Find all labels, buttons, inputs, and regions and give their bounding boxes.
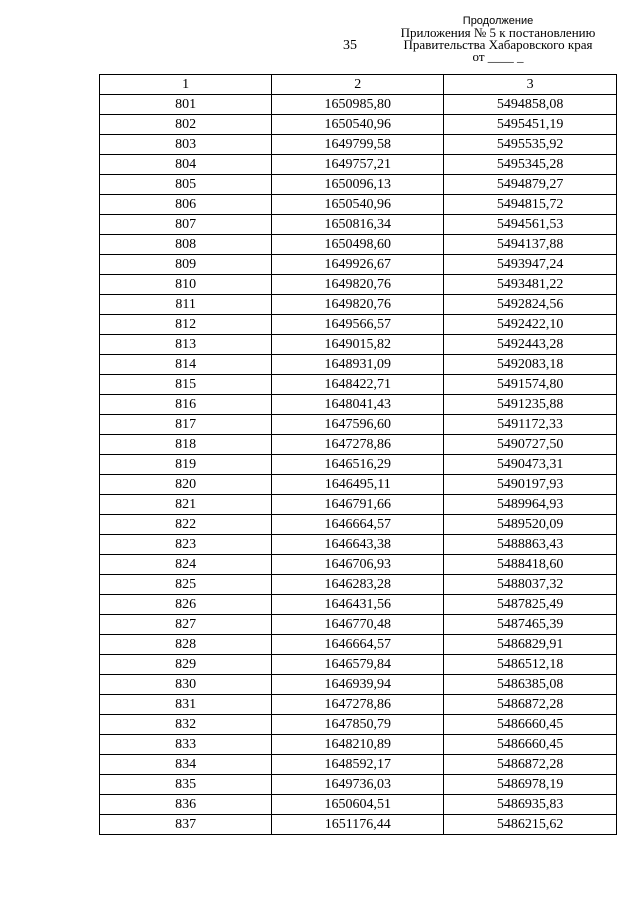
point-number-cell: 801 [100,95,272,115]
table-row [100,775,617,795]
table-row [100,355,617,375]
x-coordinate-cell: 1646495,11 [272,475,444,495]
point-number-cell: 819 [100,455,272,475]
point-number-cell: 813 [100,335,272,355]
x-coordinate-cell: 1646283,28 [272,575,444,595]
y-coordinate-cell: 5494858,08 [444,95,617,115]
column-header: 2 [272,75,444,95]
table-row [100,395,617,415]
table-row [100,615,617,635]
table-row [100,435,617,455]
y-coordinate-cell: 5487465,39 [444,615,617,635]
x-coordinate-cell: 1649820,76 [272,295,444,315]
point-number-cell: 828 [100,635,272,655]
y-coordinate-cell: 5491235,88 [444,395,617,415]
y-coordinate-cell: 5493481,22 [444,275,617,295]
point-number-cell: 810 [100,275,272,295]
table-row [100,135,617,155]
point-number-cell: 823 [100,535,272,555]
y-coordinate-cell: 5486660,45 [444,735,617,755]
x-coordinate-cell: 1646516,29 [272,455,444,475]
x-coordinate-cell: 1646791,66 [272,495,444,515]
point-number-cell: 832 [100,715,272,735]
y-coordinate-cell: 5495535,92 [444,135,617,155]
table-row [100,475,617,495]
table-row [100,755,617,775]
y-coordinate-cell: 5486935,83 [444,795,617,815]
point-number-cell: 836 [100,795,272,815]
x-coordinate-cell: 1648592,17 [272,755,444,775]
document-header [383,15,613,63]
table-header-row [100,75,617,95]
x-coordinate-cell: 1650540,96 [272,195,444,215]
y-coordinate-cell: 5486978,19 [444,775,617,795]
x-coordinate-cell: 1647596,60 [272,415,444,435]
y-coordinate-cell: 5495451,19 [444,115,617,135]
point-number-cell: 805 [100,175,272,195]
x-coordinate-cell: 1649736,03 [272,775,444,795]
point-number-cell: 808 [100,235,272,255]
y-coordinate-cell: 5486215,62 [444,815,617,835]
table-row [100,195,617,215]
x-coordinate-cell: 1648931,09 [272,355,444,375]
coordinates-table [99,74,617,835]
y-coordinate-cell: 5492422,10 [444,315,617,335]
table-row [100,815,617,835]
table-row [100,575,617,595]
column-header: 3 [444,75,617,95]
table-row [100,375,617,395]
x-coordinate-cell: 1650096,13 [272,175,444,195]
point-number-cell: 811 [100,295,272,315]
table-row [100,735,617,755]
x-coordinate-cell: 1646770,48 [272,615,444,635]
x-coordinate-cell: 1649015,82 [272,335,444,355]
y-coordinate-cell: 5489964,93 [444,495,617,515]
y-coordinate-cell: 5486872,28 [444,755,617,775]
y-coordinate-cell: 5494879,27 [444,175,617,195]
point-number-cell: 802 [100,115,272,135]
x-coordinate-cell: 1650604,51 [272,795,444,815]
y-coordinate-cell: 5491172,33 [444,415,617,435]
x-coordinate-cell: 1649566,57 [272,315,444,335]
table-row [100,515,617,535]
point-number-cell: 834 [100,755,272,775]
column-header: 1 [100,75,272,95]
x-coordinate-cell: 1650985,80 [272,95,444,115]
y-coordinate-cell: 5492083,18 [444,355,617,375]
x-coordinate-cell: 1646664,57 [272,515,444,535]
x-coordinate-cell: 1646431,56 [272,595,444,615]
y-coordinate-cell: 5494561,53 [444,215,617,235]
table-row [100,275,617,295]
x-coordinate-cell: 1646664,57 [272,635,444,655]
y-coordinate-cell: 5486660,45 [444,715,617,735]
table-row [100,635,617,655]
table-row [100,255,617,275]
y-coordinate-cell: 5490473,31 [444,455,617,475]
y-coordinate-cell: 5486512,18 [444,655,617,675]
header-date-ref: от ____ _ [472,49,524,64]
page-number: 35 [343,38,357,53]
y-coordinate-cell: 5486829,91 [444,635,617,655]
table-row [100,295,617,315]
x-coordinate-cell: 1649799,58 [272,135,444,155]
y-coordinate-cell: 5490197,93 [444,475,617,495]
y-coordinate-cell: 5494137,88 [444,235,617,255]
y-coordinate-cell: 5488037,32 [444,575,617,595]
point-number-cell: 812 [100,315,272,335]
table-row [100,95,617,115]
point-number-cell: 835 [100,775,272,795]
x-coordinate-cell: 1649926,67 [272,255,444,275]
y-coordinate-cell: 5492824,56 [444,295,617,315]
x-coordinate-cell: 1650498,60 [272,235,444,255]
point-number-cell: 822 [100,515,272,535]
table-row [100,535,617,555]
point-number-cell: 826 [100,595,272,615]
table-row [100,715,617,735]
y-coordinate-cell: 5487825,49 [444,595,617,615]
table-row [100,415,617,435]
point-number-cell: 815 [100,375,272,395]
point-number-cell: 825 [100,575,272,595]
table-row [100,455,617,475]
table-body [100,95,617,835]
header-government-ref: Правительства Хабаровского края [403,37,593,52]
point-number-cell: 827 [100,615,272,635]
x-coordinate-cell: 1646579,84 [272,655,444,675]
point-number-cell: 821 [100,495,272,515]
x-coordinate-cell: 1646643,38 [272,535,444,555]
x-coordinate-cell: 1648041,43 [272,395,444,415]
point-number-cell: 804 [100,155,272,175]
point-number-cell: 817 [100,415,272,435]
y-coordinate-cell: 5486872,28 [444,695,617,715]
point-number-cell: 831 [100,695,272,715]
y-coordinate-cell: 5490727,50 [444,435,617,455]
y-coordinate-cell: 5488418,60 [444,555,617,575]
x-coordinate-cell: 1647278,86 [272,435,444,455]
x-coordinate-cell: 1646939,94 [272,675,444,695]
point-number-cell: 837 [100,815,272,835]
point-number-cell: 807 [100,215,272,235]
table-row [100,315,617,335]
table-row [100,495,617,515]
y-coordinate-cell: 5489520,09 [444,515,617,535]
point-number-cell: 818 [100,435,272,455]
table-row [100,155,617,175]
table-row [100,655,617,675]
x-coordinate-cell: 1648422,71 [272,375,444,395]
table-row [100,215,617,235]
table-row [100,115,617,135]
x-coordinate-cell: 1651176,44 [272,815,444,835]
point-number-cell: 809 [100,255,272,275]
x-coordinate-cell: 1648210,89 [272,735,444,755]
x-coordinate-cell: 1649820,76 [272,275,444,295]
table-row [100,335,617,355]
x-coordinate-cell: 1650816,34 [272,215,444,235]
point-number-cell: 803 [100,135,272,155]
point-number-cell: 829 [100,655,272,675]
table-row [100,235,617,255]
y-coordinate-cell: 5491574,80 [444,375,617,395]
y-coordinate-cell: 5488863,43 [444,535,617,555]
y-coordinate-cell: 5494815,72 [444,195,617,215]
header-appendix-ref: Приложения № 5 к постановлению [400,25,596,40]
point-number-cell: 806 [100,195,272,215]
y-coordinate-cell: 5493947,24 [444,255,617,275]
table-row [100,555,617,575]
table-row [100,695,617,715]
y-coordinate-cell: 5486385,08 [444,675,617,695]
y-coordinate-cell: 5492443,28 [444,335,617,355]
x-coordinate-cell: 1646706,93 [272,555,444,575]
point-number-cell: 814 [100,355,272,375]
x-coordinate-cell: 1650540,96 [272,115,444,135]
table-row [100,675,617,695]
point-number-cell: 830 [100,675,272,695]
table-row [100,595,617,615]
x-coordinate-cell: 1647850,79 [272,715,444,735]
point-number-cell: 824 [100,555,272,575]
point-number-cell: 816 [100,395,272,415]
x-coordinate-cell: 1647278,86 [272,695,444,715]
point-number-cell: 820 [100,475,272,495]
y-coordinate-cell: 5495345,28 [444,155,617,175]
table-row [100,795,617,815]
x-coordinate-cell: 1649757,21 [272,155,444,175]
table-row [100,175,617,195]
point-number-cell: 833 [100,735,272,755]
header-continuation-label: Продолжение [462,15,534,27]
